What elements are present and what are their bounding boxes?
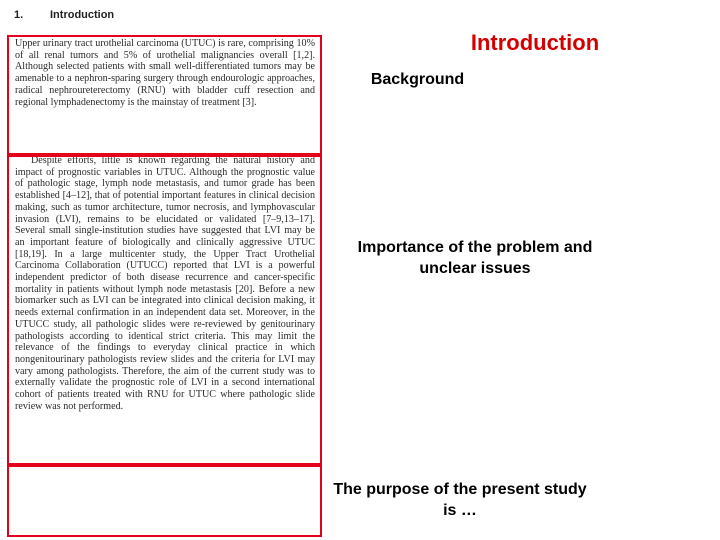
label-purpose: The purpose of the present study is …	[333, 481, 587, 519]
section-title: Introduction	[50, 9, 115, 21]
highlight-box-importance	[7, 155, 322, 465]
highlight-box-background	[7, 35, 322, 155]
paragraph-background: Upper urinary tract urothelial carcinoma (UTUC) is rare, comprising 10% of all renal tumors and 5% of urothelial malignancies overall [1,2]. Although selected patients with small well-differentiated tumors may be amenable to a nephron-sparing surgery through endourologic approaches, radical nephroureterectomy (RNU) with bladder cuff resection and regional lymphadenectomy is the mainstay of treatment [3].	[15, 38, 315, 108]
section-number: 1.	[14, 9, 24, 21]
slide-title: Introduction	[470, 30, 600, 55]
section-heading	[14, 9, 114, 21]
highlight-box-purpose	[7, 465, 322, 537]
label-background: Background	[370, 71, 465, 88]
label-importance: Importance of the problem and unclear issues	[357, 239, 593, 277]
paragraph-importance-and-purpose: Despite efforts, little is known regarding the natural history and impact of prognostic variables in UTUC. Although the prognostic value of pathologic stage, lymph node metastasis, and tumor grade has been established [4–12], that of potential important features in clinical decision making, such as tumor architecture, tumor necrosis, and lymphovascular invasion (LVI), remains to be elucidated or validated [7–9,13–17]. Several small single-institution studies have suggested that LVI may be an important feature of biologically and clinically aggressive UTUC [18,19]. In a large multicenter study, the Upper Tract Urothelial Carcinoma Collaboration (UTUCC) reported that LVI is a powerful independent predictor of both disease recurrence and cancer-specific mortality in patients without lymph node metastasis [20]. Before a new biomarker such as LVI can be integrated into clinical decision making, it needs external confirmation in an independent data set. Moreover, in the UTUCC study, all pathologic slides were re-reviewed by genitourinary pathologists according to identical strict criteria. This may limit the relevance of the findings to everyday clinical practice in which nongenitourinary pathologists review slides and the criteria for LVI may vary among pathologists. Therefore, the aim of the current study was to externally validate the prognostic role of LVI in a second international cohort of patients treated with RNU for UTUC where pathologic slide review was not performed.	[15, 155, 315, 412]
